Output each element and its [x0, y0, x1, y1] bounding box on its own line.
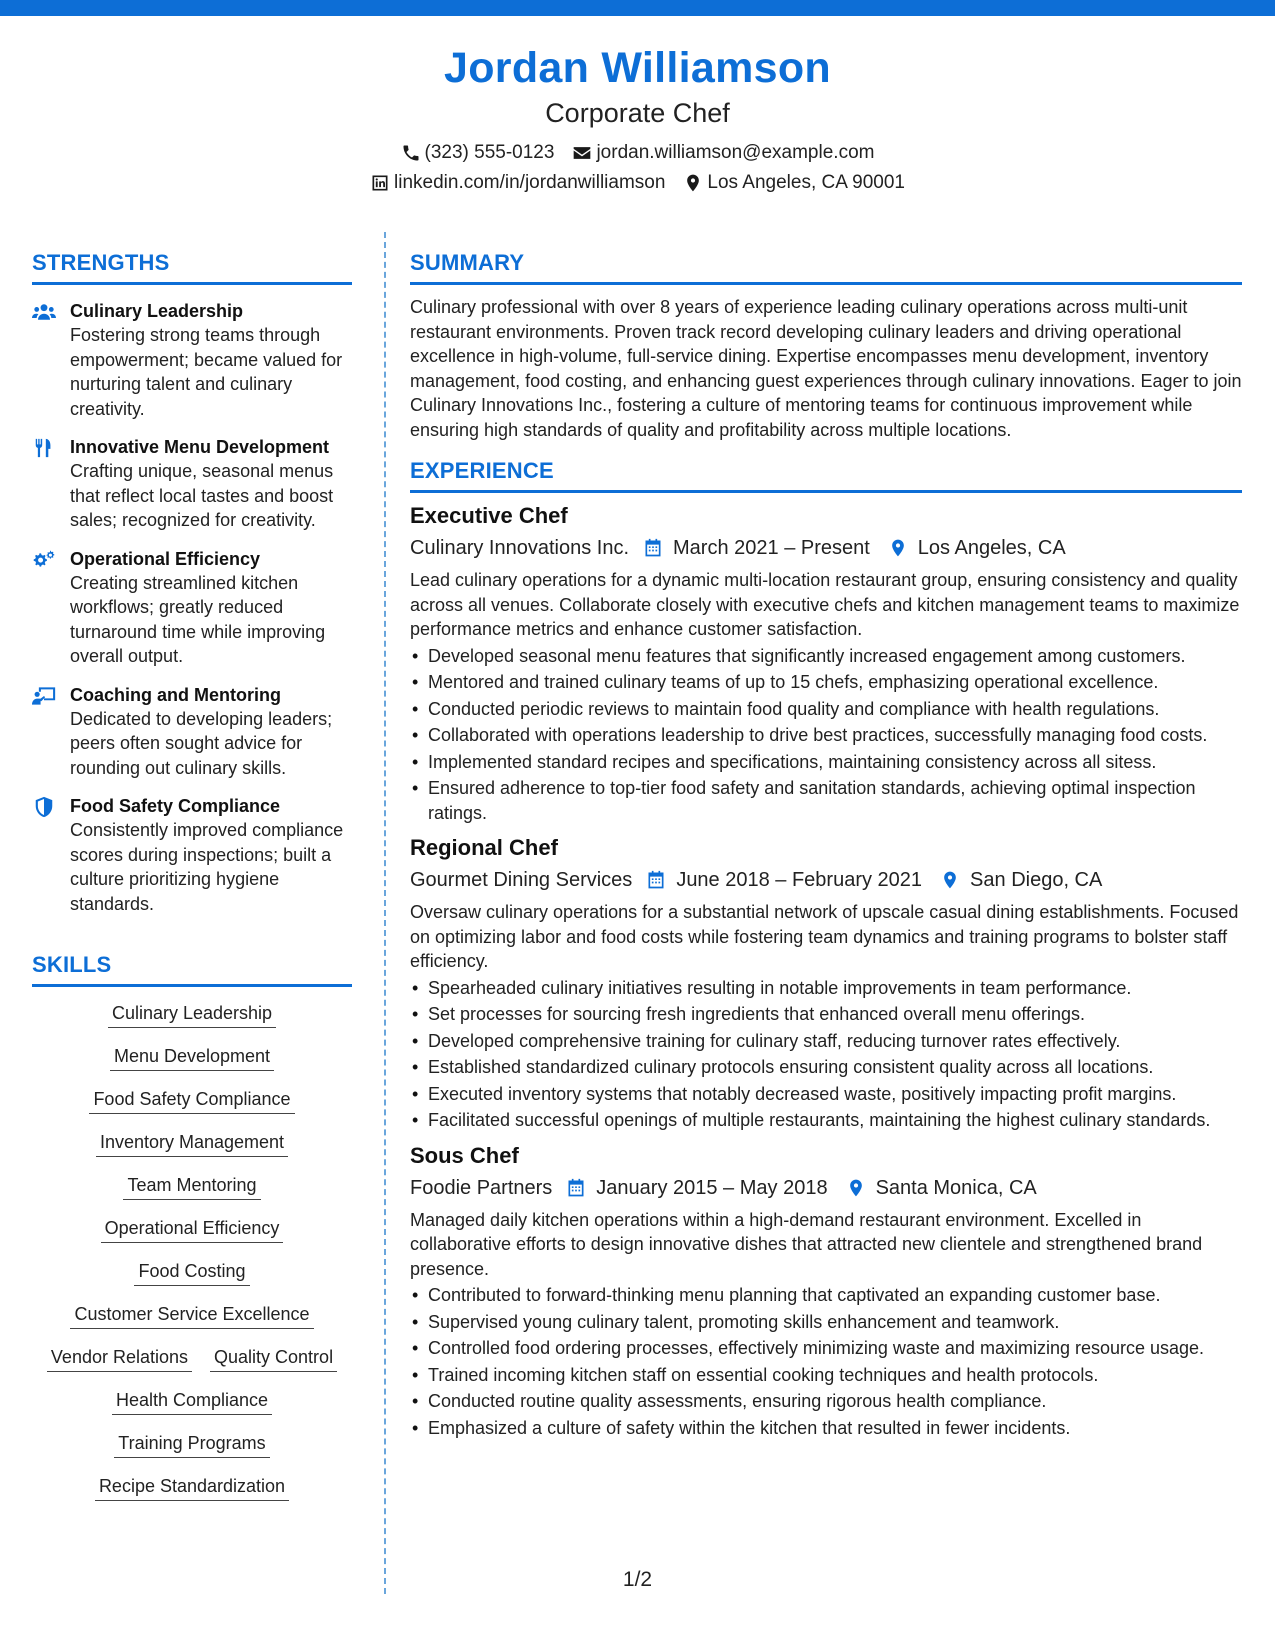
job-title: Executive Chef [410, 503, 568, 528]
job-bullets [410, 1283, 1242, 1440]
column-divider [384, 232, 386, 1594]
job-entry [410, 833, 1242, 1133]
job-location: San Diego, CA [970, 869, 1103, 891]
skills-list [32, 1001, 352, 1501]
job-bullets [410, 644, 1242, 826]
strength-desc: Dedicated to developing leaders; peers often sought advice for rounding out culinary skills. [70, 708, 333, 778]
job-description: Oversaw culinary operations for a substantial network of upscale casual dining establishments. Focused on optimizing labor and food costs while fostering team dynamics and training programs to bolster staff efficiency. [410, 902, 1239, 971]
gears-icon [32, 549, 56, 571]
job-bullet: • Ensured adherence to top-tier food safety and sanitation standards, achieving optimal inspection ratings. [410, 776, 1242, 825]
job-bullet: • Contributed to forward-thinking menu planning that captivated an expanding customer base. [410, 1283, 1242, 1308]
calendar-icon [643, 538, 663, 558]
job-location: Los Angeles, CA [917, 537, 1066, 559]
skill-tag: Customer Service Excellence [70, 1302, 313, 1329]
job-bullet: • Established standardized culinary protocols ensuring consistent quality across all locations. [410, 1055, 1242, 1080]
strength-desc: Fostering strong teams through empowerment; became valued for nurturing talent and culinary creativity. [70, 325, 343, 419]
map-pin-icon [846, 1178, 866, 1198]
strengths-heading: STRENGTHS [32, 248, 352, 285]
strength-item [32, 547, 352, 669]
linkedin-text: linkedin.com/in/jordanwilliamson [394, 172, 666, 193]
skill-tag: Culinary Leadership [108, 1001, 276, 1028]
experience-heading: EXPERIENCE [410, 456, 1242, 493]
strength-title: Innovative Menu Development [70, 437, 330, 457]
job-bullet: • Collaborated with operations leadership to drive best practices, successfully managing food costs. [410, 723, 1242, 748]
skill-tag: Training Programs [114, 1431, 269, 1458]
skill-tag: Food Safety Compliance [89, 1087, 294, 1114]
job-bullet: • Facilitated successful openings of multiple restaurants, maintaining the highest culinary standards. [410, 1108, 1242, 1133]
skill-tag: Inventory Management [96, 1130, 288, 1157]
strength-item [32, 435, 352, 533]
skill-tag: Recipe Standardization [95, 1474, 289, 1501]
skill-tag: Food Costing [134, 1259, 249, 1286]
job-meta [410, 1173, 1242, 1203]
strength-desc: Creating streamlined kitchen workflows; greatly reduced turnaround time while improving overall output. [70, 572, 326, 666]
linkedin-contact[interactable] [370, 168, 665, 198]
job-bullet: • Set processes for sourcing fresh ingredients that enhanced overall menu offerings. [410, 1002, 1242, 1027]
skill-tag: Menu Development [110, 1044, 274, 1071]
job-bullet: • Spearheaded culinary initiatives resulting in notable improvements in team performance. [410, 976, 1242, 1001]
job-company: Gourmet Dining Services [410, 869, 633, 891]
map-pin-icon [940, 870, 960, 890]
candidate-role: Corporate Chef [545, 98, 730, 128]
strength-title: Culinary Leadership [70, 301, 244, 321]
page-number: 1/2 [622, 1568, 653, 1591]
summary-text: Culinary professional with over 8 years of experience leading culinary operations across multi-unit restaurant environments. Proven track record developing culinary leaders and driving operational excellence in high-volume, full-service dining. Expertise encompasses menu development, inventory management, food costing, and enhancing guest experiences through culinary innovations. Eager to join Culinary Innovations Inc., fostering a culture of mentoring teams for continuous improvement while ensuring high standards of quality and profitability across multiple locations. [410, 297, 1242, 440]
job-bullet: • Supervised young culinary talent, promoting skills enhancement and teamwork. [410, 1310, 1242, 1335]
job-bullet: • Trained incoming kitchen staff on essential cooking techniques and health protocols. [410, 1363, 1242, 1388]
job-bullet: • Emphasized a culture of safety within the kitchen that resulted in fewer incidents. [410, 1416, 1242, 1441]
strength-desc: Crafting unique, seasonal menus that reflect local tastes and boost sales; recognized for creativity. [70, 461, 334, 530]
email-text: jordan.williamson@example.com [596, 142, 875, 163]
left-column [32, 248, 352, 1517]
location-text: Los Angeles, CA 90001 [707, 172, 905, 193]
strength-item [32, 794, 352, 916]
job-dates: January 2015 – May 2018 [596, 1176, 828, 1199]
job-bullet: • Conducted periodic reviews to maintain food quality and compliance with health regulations. [410, 697, 1242, 722]
skill-tag: Quality Control [210, 1345, 337, 1372]
job-bullets [410, 976, 1242, 1133]
strength-item [32, 683, 352, 781]
job-bullet: • Developed comprehensive training for culinary staff, reducing turnover rates effectively. [410, 1029, 1242, 1054]
job-entry [410, 501, 1242, 825]
users-icon [32, 301, 56, 323]
chalkboard-teacher-icon [32, 685, 56, 707]
job-bullet: • Controlled food ordering processes, effectively minimizing waste and maximizing resource usage. [410, 1336, 1242, 1361]
phone-icon [401, 143, 421, 163]
job-bullet: • Implemented standard recipes and specifications, maintaining consistency across all sitess. [410, 750, 1242, 775]
calendar-icon [646, 870, 666, 890]
job-company: Foodie Partners [410, 1176, 553, 1199]
shield-icon [32, 796, 56, 818]
top-accent-bar [0, 0, 1275, 16]
contact-row-1 [0, 138, 1275, 168]
candidate-name: Jordan Williamson [444, 44, 831, 92]
map-pin-icon [888, 538, 908, 558]
job-bullet: • Executed inventory systems that notably decreased waste, positively impacting profit margins. [410, 1082, 1242, 1107]
job-dates: March 2021 – Present [673, 537, 870, 559]
utensils-icon [32, 437, 56, 459]
job-location: Santa Monica, CA [875, 1176, 1037, 1199]
strength-title: Operational Efficiency [70, 548, 261, 569]
skill-tag: Team Mentoring [123, 1173, 260, 1200]
strength-desc: Consistently improved compliance scores during inspections; built a culture prioritizing hygiene standards. [70, 820, 344, 914]
resume-header [0, 40, 1275, 198]
job-entry [410, 1141, 1242, 1441]
contact-row-2 [0, 168, 1275, 198]
job-title: Sous Chef [410, 1142, 519, 1168]
job-bullet: • Developed seasonal menu features that significantly increased engagement among customers. [410, 644, 1242, 669]
strength-title: Coaching and Mentoring [70, 684, 281, 705]
job-description: Lead culinary operations for a dynamic multi-location restaurant group, ensuring consistency and quality across all venues. Collaborate closely with executive chefs and kitchen management teams to maximize performance metrics and enhance customer satisfaction. [410, 570, 1240, 639]
location-contact [683, 168, 905, 198]
skill-tag: Operational Efficiency [101, 1216, 284, 1243]
map-pin-icon [683, 173, 703, 193]
skill-tag: Health Compliance [112, 1388, 272, 1415]
email-contact[interactable] [572, 138, 874, 168]
job-description: Managed daily kitchen operations within a high-demand restaurant environment. Excelled in collaborative efforts to design innovative dishes that attracted new clientele and strengthened brand presence. [410, 1209, 1203, 1279]
right-column [410, 248, 1242, 1442]
phone-text: (323) 555-0123 [424, 142, 555, 163]
phone-contact[interactable] [401, 138, 555, 168]
job-title: Regional Chef [410, 835, 558, 860]
job-bullet: • Conducted routine quality assessments, ensuring rigorous health compliance. [410, 1389, 1242, 1414]
calendar-icon [566, 1178, 586, 1198]
strength-item [32, 299, 352, 421]
summary-heading: SUMMARY [410, 248, 1242, 285]
envelope-icon [572, 143, 592, 163]
skills-heading: SKILLS [32, 950, 352, 987]
job-meta [410, 533, 1242, 563]
linkedin-icon [370, 173, 390, 193]
strength-title: Food Safety Compliance [70, 796, 281, 816]
job-meta [410, 865, 1242, 895]
skill-tag: Vendor Relations [47, 1345, 192, 1372]
job-company: Culinary Innovations Inc. [410, 537, 630, 559]
job-dates: June 2018 – February 2021 [676, 869, 923, 891]
job-bullet: • Mentored and trained culinary teams of up to 15 chefs, emphasizing operational excellence. [410, 670, 1242, 695]
